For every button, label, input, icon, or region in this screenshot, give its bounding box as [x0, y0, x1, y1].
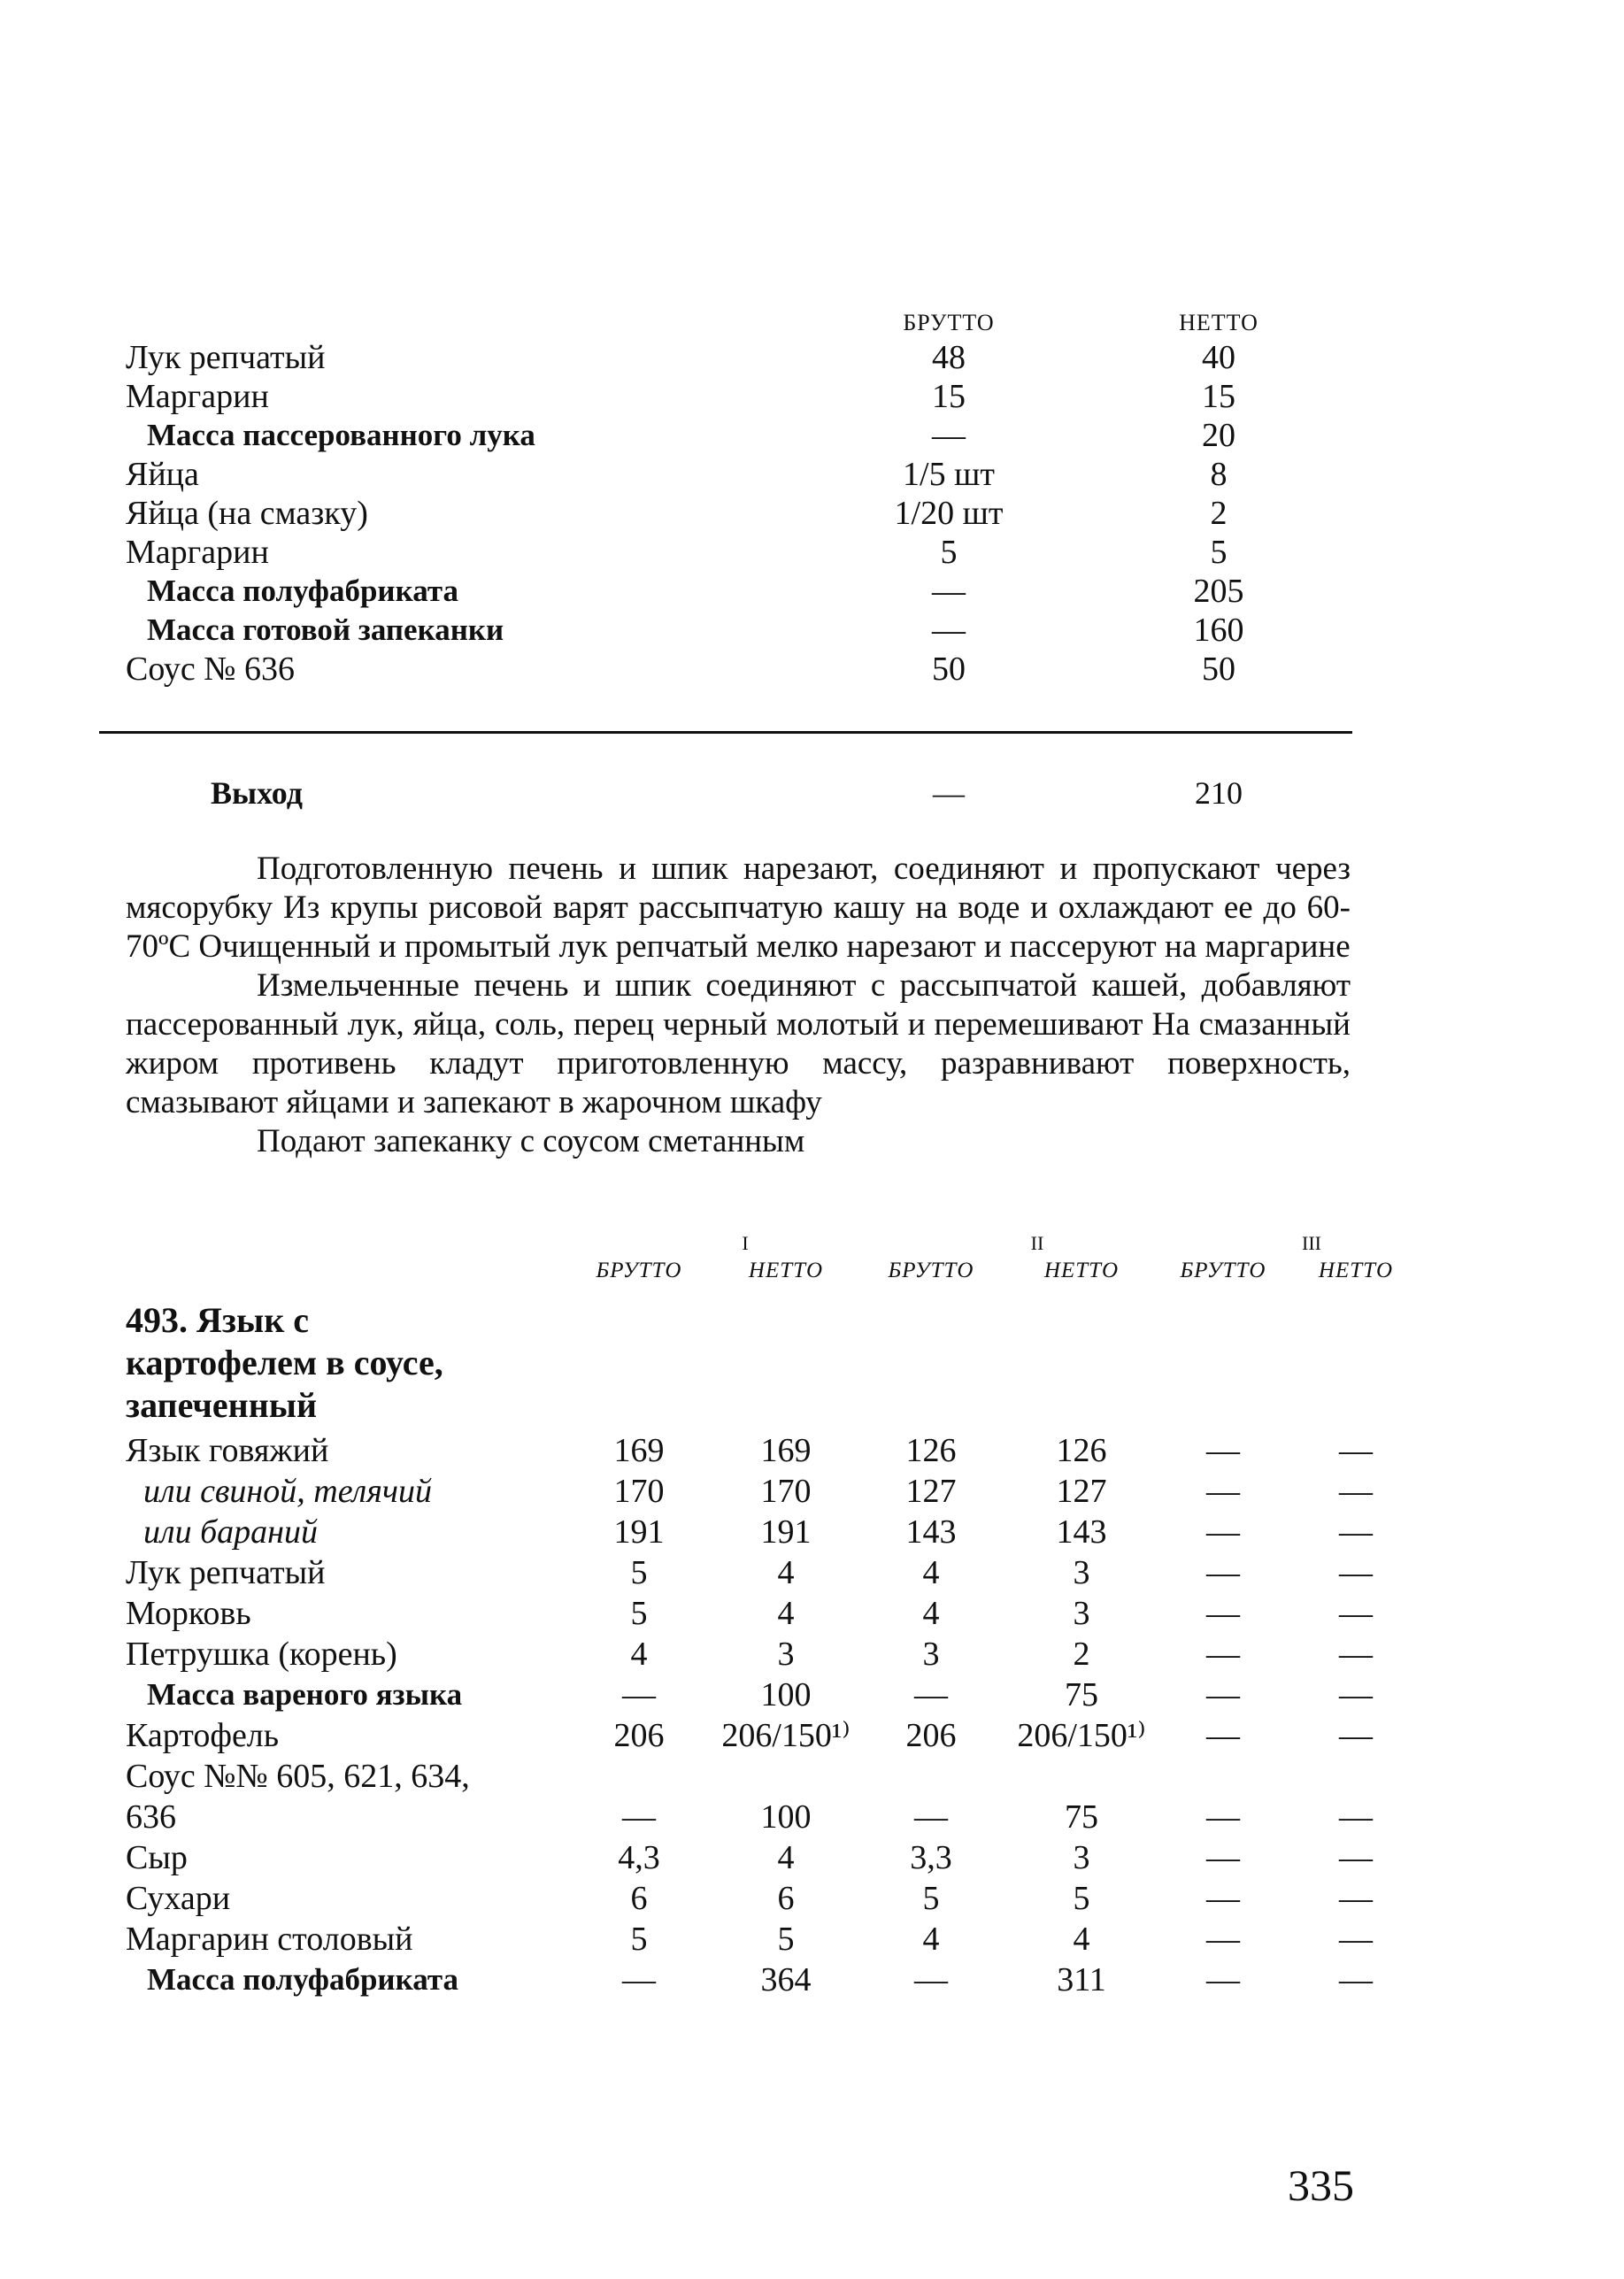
ingredient-name: Язык говяжий [126, 1432, 329, 1469]
ingredient-name: или бараний [143, 1513, 319, 1551]
ingredient-name: Картофель [126, 1717, 280, 1754]
netto-value: 20 [1202, 417, 1235, 454]
yield-brutto: — [933, 775, 965, 811]
table-row [126, 1919, 1373, 1959]
cell-value: — [914, 1798, 948, 1836]
cell-value: 6 [630, 1880, 648, 1917]
cell-value: 4 [777, 1595, 795, 1632]
cell-value: 100 [760, 1798, 812, 1836]
ingredient-name: Масса полуфабриката [147, 574, 458, 608]
cell-value: — [1339, 1921, 1373, 1958]
table-row [126, 611, 1352, 650]
ingredient-name: Маргарин столовый [126, 1921, 413, 1958]
cell-value: — [1206, 1921, 1240, 1958]
cell-value: 4 [922, 1595, 940, 1632]
group-label: I [742, 1232, 749, 1254]
cell-value: — [1339, 1880, 1373, 1917]
cell-value: — [1339, 1513, 1373, 1551]
group-label: III [1302, 1232, 1321, 1254]
cell-value: 4 [630, 1636, 648, 1673]
cell-value: 4 [922, 1554, 940, 1591]
cell-value: — [622, 1961, 656, 1998]
table-row [126, 650, 1352, 689]
paragraph: Измельченные печень и шпик соединяют с рассыпчатой кашей, добавляют пассерованный лук, яйца, соль, перец черный молотый и перемешивают На смазанный жиром противень кладут приготовленную массу, разравнивают поверхность, смазывают яйцами и запекают в жарочном шкафу [126, 967, 1351, 1120]
table-row [126, 416, 1352, 455]
cell-value: — [622, 1676, 656, 1713]
ingredient-name: Соус № 636 [126, 651, 296, 688]
cell-value: — [914, 1676, 948, 1713]
cell-value: 206 [613, 1717, 665, 1754]
cell-value: 5 [630, 1595, 648, 1632]
table-row [126, 338, 1352, 377]
cell-value: — [1339, 1717, 1373, 1754]
cell-value: 127 [1056, 1473, 1107, 1510]
brutto-header: БРУТТО [903, 310, 995, 335]
cell-value: 4,3 [618, 1839, 660, 1876]
ingredient-name: Масса вареного языка [147, 1677, 463, 1712]
group-label: II [1030, 1232, 1044, 1254]
ingredient-name: Маргарин [126, 378, 269, 415]
brutto-value: 15 [932, 378, 966, 415]
ingredient-name: Соус №№ 605, 621, 634, 636 [126, 1758, 470, 1836]
subheader: БРУТТО [888, 1259, 974, 1282]
ingredient-name: Морковь [126, 1595, 251, 1632]
cell-value: 3 [1073, 1595, 1090, 1632]
ingredient-name: Яйца (на смазку) [126, 495, 368, 532]
cell-value: 4 [922, 1921, 940, 1958]
ingredient-name: Масса полуфабриката [147, 1962, 458, 1997]
ingredient-name: Лук репчатый [126, 1554, 326, 1591]
cell-value: 126 [905, 1432, 957, 1469]
ingredient-name: Лук репчатый [126, 339, 326, 376]
netto-value: 50 [1202, 651, 1235, 688]
cell-value: 5 [1073, 1880, 1090, 1917]
column-subheaders [126, 1259, 1394, 1294]
cell-value: 3 [1073, 1839, 1090, 1876]
page-number: 335 [1288, 2160, 1354, 2210]
table-row [126, 1512, 1373, 1552]
cell-value: 170 [760, 1473, 812, 1510]
cell-value: — [1206, 1839, 1240, 1876]
cell-value: 75 [1065, 1798, 1098, 1836]
recipe-text [126, 850, 1351, 1161]
cell-value: 206/150¹⁾ [1017, 1717, 1146, 1754]
cell-value: 206 [905, 1717, 957, 1754]
netto-value: 2 [1210, 495, 1228, 532]
cell-value: 4 [777, 1554, 795, 1591]
table-row [126, 533, 1352, 572]
cell-value: 6 [777, 1880, 795, 1917]
ingredient-name: Масса готовой запеканки [147, 612, 504, 647]
cell-value: — [1206, 1961, 1240, 1998]
brutto-value: — [932, 417, 966, 454]
cell-value: 191 [760, 1513, 812, 1551]
cell-value: — [1339, 1432, 1373, 1469]
cell-value: — [1206, 1432, 1240, 1469]
brutto-value: 5 [940, 534, 958, 571]
paragraph: Подают запеканку с соусом сметанным [257, 1123, 805, 1159]
cell-value: — [1206, 1798, 1240, 1836]
ingredient-name: Сухари [126, 1880, 231, 1917]
table-row [126, 494, 1352, 533]
table1-header [126, 310, 1352, 338]
cell-value: 5 [630, 1554, 648, 1591]
cell-value: 127 [905, 1473, 957, 1510]
table-row [126, 377, 1352, 416]
cell-value: 3,3 [910, 1839, 952, 1876]
cell-value: — [1206, 1676, 1240, 1713]
cell-value: 2 [1073, 1636, 1090, 1673]
subheader: НЕТТО [1043, 1259, 1120, 1282]
netto-value: 160 [1193, 612, 1244, 649]
netto-value: 205 [1193, 573, 1244, 610]
table-row [126, 1878, 1373, 1919]
ingredient-name: Масса пассерованного лука [147, 418, 535, 452]
ingredient-name: Маргарин [126, 534, 269, 571]
ingredient-name: или свиной, телячий [143, 1473, 433, 1510]
cell-value: 3 [1073, 1554, 1090, 1591]
cell-value: 5 [630, 1921, 648, 1958]
cell-value: 170 [613, 1473, 665, 1510]
cell-value: — [1206, 1717, 1240, 1754]
yield-netto: 210 [1195, 775, 1243, 811]
table-row [126, 1715, 1373, 1756]
table-row [126, 455, 1352, 494]
cell-value: 364 [760, 1961, 812, 1998]
cell-value: — [1339, 1554, 1373, 1591]
cell-value: 75 [1065, 1676, 1098, 1713]
subheader: БРУТТО [596, 1259, 682, 1282]
table-row [126, 1430, 1373, 1471]
cell-value: 126 [1056, 1432, 1107, 1469]
netto-value: 5 [1210, 534, 1228, 571]
column-groups [126, 1232, 1365, 1259]
cell-value: — [914, 1961, 948, 1998]
cell-value: 169 [760, 1432, 812, 1469]
cell-value: — [622, 1798, 656, 1836]
subheader: БРУТТО [1180, 1259, 1266, 1282]
table-row [126, 1634, 1373, 1675]
recipe-title: 493. Язык с картофелем в соусе, запеченный [126, 1300, 443, 1425]
cell-value: 143 [1056, 1513, 1107, 1551]
cell-value: 5 [922, 1880, 940, 1917]
brutto-value: 1/5 шт [903, 456, 995, 493]
brutto-value: 50 [932, 651, 966, 688]
cell-value: 100 [760, 1676, 812, 1713]
cell-value: 4 [777, 1839, 795, 1876]
ingredient-name: Сыр [126, 1839, 188, 1876]
cell-value: — [1206, 1513, 1240, 1551]
cell-value: 4 [1073, 1921, 1090, 1958]
table-row [126, 1471, 1373, 1512]
brutto-value: — [932, 573, 966, 610]
ingredient-name: Петрушка (корень) [126, 1636, 397, 1673]
ingredient-name: Яйца [126, 456, 199, 493]
cell-value: — [1339, 1961, 1373, 1998]
table-row [126, 1675, 1373, 1715]
cell-value: — [1206, 1554, 1240, 1591]
brutto-value: — [932, 612, 966, 649]
table-row [126, 572, 1352, 611]
cell-value: 311 [1057, 1961, 1106, 1998]
cell-value: 143 [905, 1513, 957, 1551]
table-row [126, 1756, 1373, 1837]
cell-value: 191 [613, 1513, 665, 1551]
cell-value: — [1339, 1676, 1373, 1713]
cell-value: 206/150¹⁾ [721, 1717, 850, 1754]
cell-value: — [1206, 1880, 1240, 1917]
subheader: НЕТТО [748, 1259, 824, 1282]
subheader: НЕТТО [1318, 1259, 1394, 1282]
netto-value: 40 [1202, 339, 1235, 376]
brutto-value: 1/20 шт [894, 495, 1004, 532]
cell-value: — [1206, 1595, 1240, 1632]
table-row [126, 1593, 1373, 1634]
paragraph: Подготовленную печень и шпик нарезают, соединяют и пропускают через мясорубку Из крупы рисовой варят рассыпчатую кашу на воде и охлаждают ее до 60-70ºС Очищенный и промытый лук репчатый мелко нарезают и пассеруют на маргарине [126, 851, 1351, 965]
table-divider [99, 731, 1352, 734]
cell-value: 5 [777, 1921, 795, 1958]
netto-header: НЕТТО [1179, 310, 1258, 335]
cell-value: — [1206, 1473, 1240, 1510]
cell-value: — [1339, 1473, 1373, 1510]
yield-row [126, 774, 1352, 812]
cell-value: 169 [613, 1432, 665, 1469]
cell-value: — [1339, 1839, 1373, 1876]
cell-value: — [1206, 1636, 1240, 1673]
netto-value: 8 [1210, 456, 1228, 493]
ingredients-table-2 [126, 1232, 1394, 2000]
netto-value: 15 [1202, 378, 1235, 415]
cell-value: 3 [922, 1636, 940, 1673]
cell-value: — [1339, 1798, 1373, 1836]
table-row [126, 1552, 1373, 1593]
yield-label: Выход [211, 775, 303, 811]
cell-value: — [1339, 1595, 1373, 1632]
ingredients-table-1 [126, 310, 1352, 689]
cell-value: 3 [777, 1636, 795, 1673]
brutto-value: 48 [932, 339, 966, 376]
table-row [126, 1837, 1373, 1878]
cell-value: — [1339, 1636, 1373, 1673]
table-row [126, 1959, 1373, 2000]
